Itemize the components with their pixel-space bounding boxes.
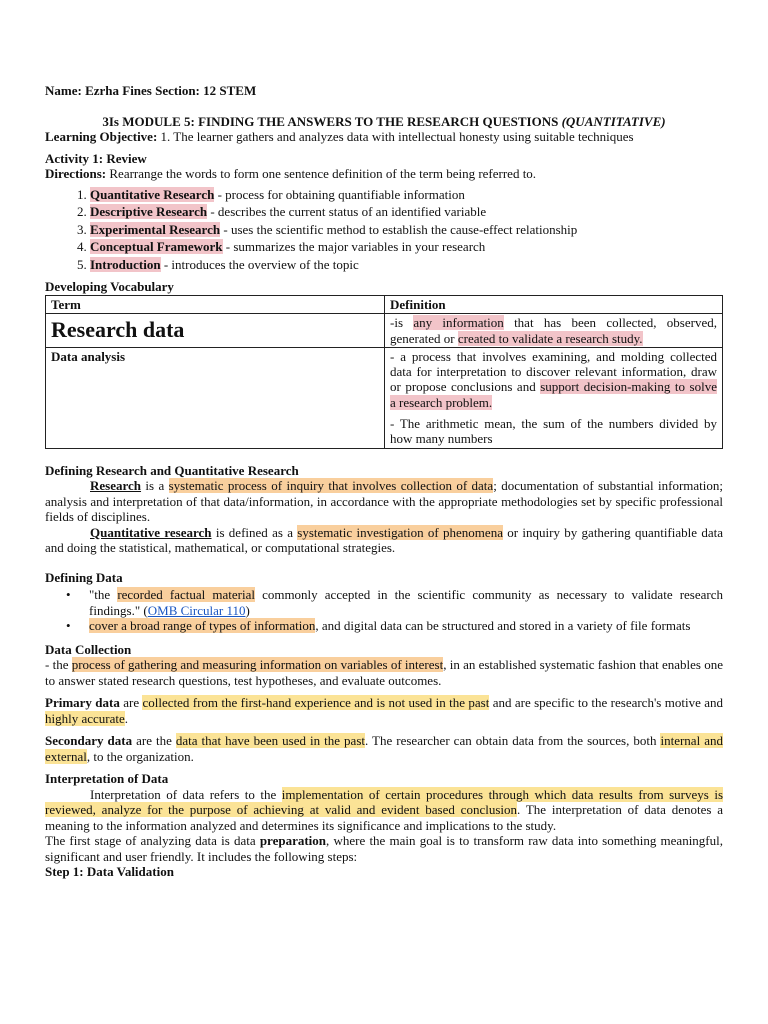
name-line: Name: Ezrha Fines Section: 12 STEM [45, 83, 257, 98]
primary-data-paragraph: Primary data are collected from the first-hand experience and is not used in the past and are specific to the research's motive and highly accurate. [45, 695, 723, 726]
list-item: 4. Conceptual Framework - summarizes the major variables in your research [90, 238, 723, 256]
secondary-data-paragraph: Secondary data are the data that have been used in the past. The researcher can obtain data from the sources, both internal and external, to the organization. [45, 733, 723, 764]
section-title-collection: Data Collection [45, 641, 132, 657]
list-item: 5. Introduction - introduces the overview of the topic [90, 256, 723, 274]
research-paragraph: Research is a systematic process of inquiry that involves collection of data; documentation of substantial information; analysis and interpretation of that data/information, in accordance with the appropriate methodologies set by specific professional fields of disciplines. [45, 478, 724, 525]
table-row [46, 314, 723, 348]
bullet-icon: • [66, 618, 71, 634]
table-cell-definition: -is any information that has been collected, observed, generated or created to validate a research study. [385, 314, 723, 348]
list-item: • cover a broad range of types of information, and digital data can be structured and stored in a variety of file formats [66, 618, 691, 634]
section-title-data: Defining Data [45, 569, 123, 585]
interpretation-paragraph: Interpretation of data refers to the implementation of certain procedures through which data results from surveys is reviewed, analyze for the purpose of achieving at valid and evident based conclusion. The interpretation of data denotes a meaning to the information analyzed and determines its significance and implications to the study. [45, 786, 723, 833]
vocabulary-table [45, 295, 723, 449]
table-header-row [46, 295, 723, 313]
learning-objective: Learning Objective: 1. The learner gathers and analyzes data with intellectual honesty using suitable techniques [45, 129, 634, 144]
section-title-interpretation: Interpretation of Data [45, 771, 169, 787]
activity-title: Activity 1: Review [45, 150, 147, 166]
table-header-definition: Definition [385, 295, 723, 313]
step-1-heading: Step 1: Data Validation [45, 864, 174, 880]
vocab-title: Developing Vocabulary [45, 279, 174, 295]
collection-paragraph: - the process of gathering and measuring information on variables of interest, in an established systematic fashion that enables one to answer stated research questions, test hypotheses, and evaluate outcomes. [45, 657, 723, 688]
list-item: 2. Descriptive Research - describes the current status of an identified variable [90, 203, 723, 221]
bullet-icon: • [66, 587, 71, 603]
omb-circular-link[interactable]: OMB Circular 110 [147, 602, 246, 618]
list-item: • "the recorded factual material commonly accepted in the scientific community as necessary to validate research findings." (OMB Circular 110) [66, 587, 723, 618]
table-cell-term: Research data [46, 314, 385, 348]
review-list [45, 186, 723, 274]
table-header-term: Term [46, 295, 385, 313]
module-title: 3Is MODULE 5: FINDING THE ANSWERS TO THE RESEARCH QUESTIONS (QUANTITATIVE) [102, 113, 666, 129]
quantitative-paragraph: Quantitative research is defined as a systematic investigation of phenomena or inquiry by gathering quantifiable data and doing the statistical, mathematical, or computational strategies. [45, 524, 723, 556]
data-bullets [45, 587, 723, 634]
section-title-research: Defining Research and Quantitative Research [45, 462, 299, 478]
preparation-paragraph: The first stage of analyzing data is data preparation, where the main goal is to transform raw data into something meaningful, significant and user friendly. It includes the following steps: [45, 833, 724, 864]
table-row [46, 347, 723, 448]
directions: Directions: Rearrange the words to form one sentence definition of the term being referred to. [45, 166, 537, 181]
list-item: 3. Experimental Research - uses the scientific method to establish the cause-effect relationship [90, 221, 723, 239]
list-item: 1. Quantitative Research - process for obtaining quantifiable information [90, 186, 723, 204]
document-page [45, 83, 723, 880]
table-cell-term: Data analysis [46, 347, 385, 448]
table-cell-definition: - a process that involves examining, and molding collected data for interpretation to discover relevant information, draw or propose conclusions and support decision-making to solve a research problem. - The arithmetic mean, the sum of the numbers divided by how many numbers [385, 347, 723, 448]
